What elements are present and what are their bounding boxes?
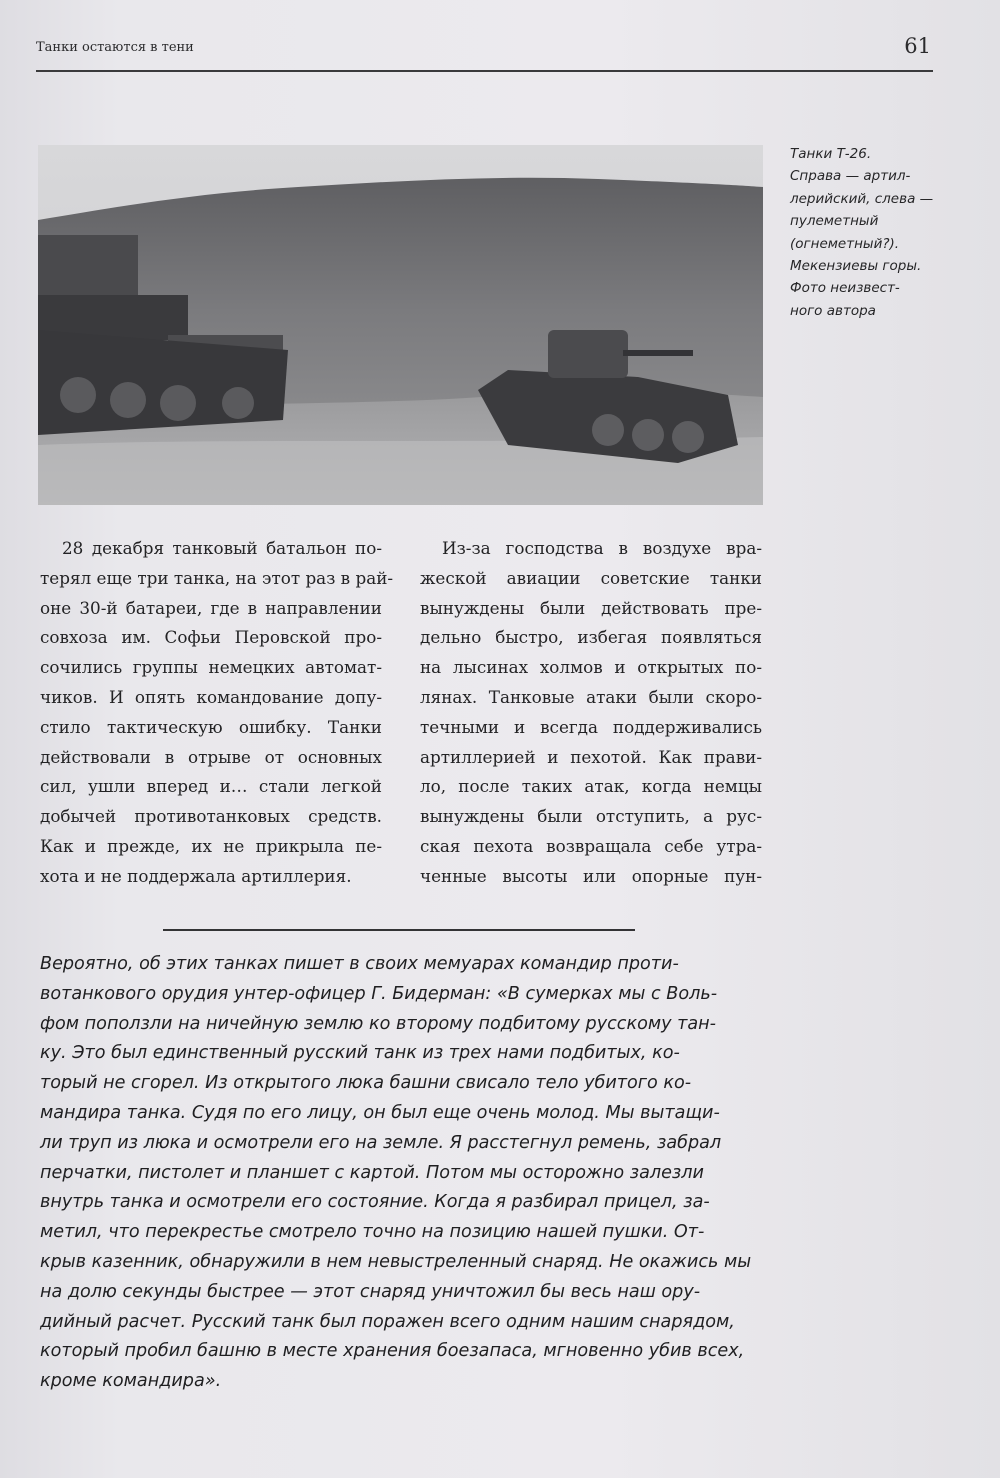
paragraph-line: 28 декабря танковый батальон по- (62, 538, 382, 558)
quote-line: на долю секунды быстрее — этот снаряд уничтожил бы весь наш ору- (40, 1281, 701, 1302)
quote-line: торый не сгорел. Из открытого люка башни свисало тело убитого ко- (40, 1073, 692, 1094)
paragraph-line: дельно быстро, избегая появляться (420, 627, 762, 648)
paragraph-line: оне 30-й батареи, где в направлении (40, 597, 382, 618)
quote-line: внутрь танка и осмотрели его состояние. Когда я разбирал прицел, за- (40, 1192, 710, 1213)
paragraph-line: Как и прежде, их не прикрыла пе- (40, 835, 382, 856)
page-header (36, 34, 933, 72)
quote-line: дийный расчет. Русский танк был поражен всего одним нашим снарядом, (40, 1311, 735, 1332)
paragraph-line: на лысинах холмов и открытых по- (420, 657, 762, 678)
caption-line: лерийский, слева — (790, 190, 934, 207)
quote-line: метил, что перекрестье смотрело точно на позицию нашей пушки. От- (40, 1222, 705, 1243)
paragraph-line: вынуждены были отступить, а рус- (420, 806, 762, 827)
running-title: Танки остаются в тени (36, 40, 194, 55)
paragraph-line: чиков. И опять командование допу- (40, 686, 382, 707)
paragraph-line: хота и не поддержала артиллерия. (40, 865, 352, 886)
paragraph-line: жеской авиации советские танки (420, 567, 762, 588)
paragraph-line: совхоза им. Софьи Перовской про- (40, 627, 382, 648)
paragraph-line: лянах. Танковые атаки были скоро- (420, 686, 762, 707)
caption-line: Фото неизвест- (790, 280, 900, 297)
caption-line: Справа — артил- (790, 168, 911, 185)
section-divider (163, 929, 635, 931)
quote-line: который пробил башню в месте хранения боезапаса, мгновенно убив всех, (40, 1341, 745, 1362)
paragraph-line: ская пехота возвращала себе утра- (420, 835, 762, 856)
caption-line: ного автора (790, 302, 876, 319)
paragraph-line: добычей противотанковых средств. (40, 806, 382, 827)
paragraph-line: ченные высоты или опорные пун- (420, 865, 762, 886)
quote-line: Вероятно, об этих танках пишет в своих мемуарах командир проти- (40, 954, 679, 974)
paragraph-line: сочились группы немецких автомат- (40, 657, 382, 678)
paragraph-line: артиллерией и пехотой. Как прави- (420, 746, 762, 767)
photo-caption (790, 143, 940, 322)
caption-line: пулеметный (790, 213, 879, 230)
quote-line: ку. Это был единственный русский танк из трех нами подбитых, ко- (40, 1043, 680, 1064)
page-number: 61 (904, 34, 931, 58)
paragraph-line: стило тактическую ошибку. Танки (40, 716, 382, 737)
tank-photo (38, 145, 763, 505)
text-column-right (420, 534, 762, 892)
paragraph-line: терял еще три танка, на этот раз в рай- (40, 567, 394, 588)
paragraph-line: ло, после таких атак, когда немцы (420, 776, 762, 797)
quote-line: вотанкового орудия унтер-офицер Г. Бидерман: «В сумерках мы с Воль- (40, 983, 718, 1004)
quote-line: фом поползли на ничейную землю ко второму подбитому русскому тан- (40, 1013, 717, 1034)
memoir-quote (40, 950, 768, 1397)
paragraph-line: действовали в отрыве от основных (40, 746, 382, 767)
quote-line: кроме командира». (40, 1371, 222, 1392)
quote-line: крыв казенник, обнаружили в нем невыстреленный снаряд. Не окажись мы (40, 1251, 752, 1272)
paragraph-line: течными и всегда поддерживались (420, 716, 762, 737)
paragraph-line: сил, ушли вперед и… стали легкой (40, 776, 382, 797)
quote-line: ли труп из люка и осмотрели его на земле. Я расстегнул ремень, забрал (40, 1132, 722, 1153)
caption-line: (огнеметный?). (790, 235, 900, 252)
quote-line: мандира танка. Судя по его лицу, он был еще очень молод. Мы вытащи- (40, 1102, 720, 1123)
quote-line: перчатки, пистолет и планшет с картой. Потом мы осторожно залезли (40, 1162, 704, 1183)
text-column-left (40, 534, 394, 892)
paragraph-line: Из-за господства в воздухе вра- (442, 538, 762, 558)
caption-line: Мекензиевы горы. (790, 258, 922, 275)
caption-line: Танки Т-26. (790, 146, 872, 162)
paragraph-line: вынуждены были действовать пре- (420, 597, 762, 618)
